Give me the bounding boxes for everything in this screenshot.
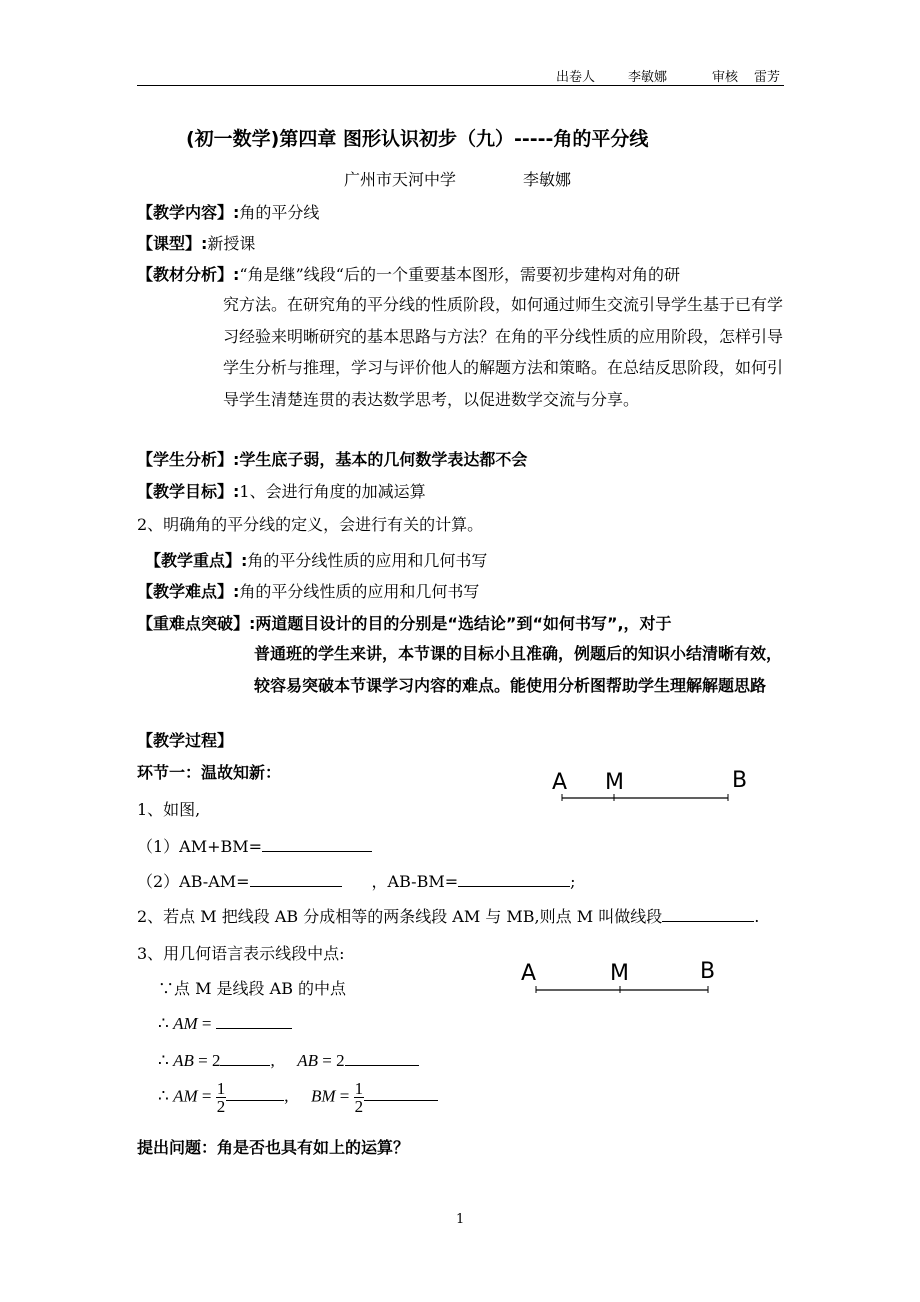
comma-2: , xyxy=(284,1086,289,1106)
header-author: 李敏娜 xyxy=(628,70,668,85)
focus-row xyxy=(145,548,487,571)
question-2-text: 2、若点 M 把线段 AB 分成相等的两条线段 AM 与 MB,则点 M 叫做线段 xyxy=(137,907,663,926)
figure1-label-b: B xyxy=(732,768,748,793)
blank-ab-2a[interactable] xyxy=(220,1049,270,1066)
blank-am-half[interactable] xyxy=(226,1084,284,1101)
question-1: 1、如图, xyxy=(137,800,201,819)
page-title: (初一数学)第四章 图形认识初步（九）-----角的平分线 xyxy=(186,128,649,150)
lesson-type-row xyxy=(137,231,255,254)
page-number: 1 xyxy=(456,1212,465,1227)
goal-item-2: 2、明确角的平分线的定义，会进行有关的计算。 xyxy=(137,515,484,534)
question-1a xyxy=(137,834,372,857)
blank-ab-minus-am[interactable] xyxy=(250,870,342,887)
header-reviewer-label: 审核 xyxy=(712,70,739,85)
process-label: 【教学过程】 xyxy=(137,731,234,750)
header-reviewer: 雷芳 xyxy=(754,70,781,85)
var-am-2: AM xyxy=(173,1086,198,1106)
var-am-1: AM xyxy=(173,1014,198,1033)
therefore-symbol-2: ∴ xyxy=(158,1051,169,1070)
question-3: 3、用几何语言表示线段中点: xyxy=(137,944,345,963)
question-1b xyxy=(137,869,576,892)
because-line: ∵点 M 是线段 AB 的中点 xyxy=(158,979,347,998)
content-label: 【教学内容】: xyxy=(137,203,240,222)
blank-ab-2b[interactable] xyxy=(345,1049,419,1066)
textbook-paragraph: 究方法。在研究角的平分线的性质阶段，如何通过师生交流引导学生基于已有学习经验来明晰研究的基本思路与方法？在角的平分线性质的应用阶段，怎样引导学生分析与推理，学习与评价他人的解题方法和策略。在总结反思阶段，如何引导学生清楚连贯的表达数学思考，以促进数学交流与分享。 xyxy=(223,295,784,409)
figure1-label-a: A xyxy=(552,770,568,795)
fraction-half-1 xyxy=(216,1080,227,1115)
fraction-1-numerator: 1 xyxy=(216,1079,226,1098)
textbook-first-line: “角是继”线段“后的一个重要基本图形，需要初步建构对角的研 xyxy=(239,265,680,284)
blank-bm-half[interactable] xyxy=(364,1084,438,1101)
breakthrough-label: 【重难点突破】: xyxy=(137,614,256,633)
breakthrough-first-line: 两道题目设计的目的分别是“选结论”到“如何书写”,，对于 xyxy=(255,614,672,633)
eq-4: = xyxy=(201,1086,212,1106)
section1-title: 环节一：温故知新： xyxy=(137,763,282,782)
fraction-half-2 xyxy=(354,1080,365,1115)
raise-question: 提出问题：角是否也具有如上的运算？ xyxy=(137,1138,410,1157)
figure2-label-m: M xyxy=(610,961,629,986)
eq-2: = xyxy=(198,1051,208,1070)
focus-value: 角的平分线性质的应用和几何书写 xyxy=(247,551,488,570)
lesson-type-value: 新授课 xyxy=(207,234,256,253)
figure2-label-b: B xyxy=(700,959,716,984)
focus-label: 【教学重点】: xyxy=(145,551,248,570)
content-row xyxy=(137,200,319,223)
goal-item-1: 1、会进行角度的加减运算 xyxy=(239,482,426,501)
difficulty-value: 角的平分线性质的应用和几何书写 xyxy=(239,582,480,601)
school-name: 广州市天河中学 xyxy=(344,170,457,189)
coef-2a: 2 xyxy=(211,1051,221,1070)
question-2-end: . xyxy=(754,907,760,926)
textbook-row xyxy=(137,262,680,285)
students-label: 【学生分析】: xyxy=(137,450,240,469)
teacher-name: 李敏娜 xyxy=(523,170,572,189)
therefore-line-1 xyxy=(158,1012,292,1034)
therefore-line-2 xyxy=(158,1049,419,1071)
header-author-label: 出卷人 xyxy=(556,70,596,85)
difficulty-label: 【教学难点】: xyxy=(137,582,240,601)
eq-1: = xyxy=(201,1014,212,1033)
coef-2b: 2 xyxy=(336,1051,345,1070)
blank-ab-minus-bm[interactable] xyxy=(458,870,570,887)
goals-row xyxy=(137,479,426,502)
comma-1: , xyxy=(270,1051,275,1070)
segment-figure-1 xyxy=(550,760,760,805)
question-2 xyxy=(137,904,759,927)
therefore-line-3 xyxy=(158,1080,438,1115)
figure2-label-a: A xyxy=(521,961,537,986)
var-ab-2: AB xyxy=(297,1051,318,1070)
question-1b-end: ; xyxy=(570,872,576,891)
question-1a-text: （1）AM+BM= xyxy=(137,837,263,856)
students-value: 学生底子弱，基本的几何数学表达都不会 xyxy=(239,450,528,469)
blank-am[interactable] xyxy=(216,1012,292,1029)
var-ab-1: AB xyxy=(173,1051,194,1070)
therefore-symbol-3: ∴ xyxy=(158,1086,169,1106)
difficulty-row xyxy=(137,579,479,602)
eq-3: = xyxy=(322,1051,332,1070)
segment-figure-2 xyxy=(518,950,723,1000)
fraction-2-denominator: 2 xyxy=(354,1097,364,1116)
var-bm: BM xyxy=(310,1086,336,1106)
students-row xyxy=(137,447,527,470)
textbook-label: 【教材分析】: xyxy=(137,265,240,284)
breakthrough-paragraph: 普通班的学生来讲，本节课的目标小且准确，例题后的知识小结清晰有效，较容易突破本节课学习内容的难点。能使用分析图帮助学生理解解题思路 xyxy=(254,644,783,695)
fraction-1-denominator: 2 xyxy=(216,1097,226,1116)
question-1b-text: （2）AB-AM= xyxy=(137,872,250,891)
therefore-symbol-1: ∴ xyxy=(158,1014,169,1033)
goals-label: 【教学目标】: xyxy=(137,482,240,501)
blank-am-plus-bm[interactable] xyxy=(262,835,372,852)
content-value: 角的平分线 xyxy=(239,203,320,222)
header-divider xyxy=(137,85,784,86)
question-1b-text-2: ，AB-BM= xyxy=(371,872,459,891)
lesson-type-label: 【课型】: xyxy=(137,234,208,253)
figure1-label-m: M xyxy=(605,770,624,795)
eq-5: = xyxy=(339,1086,350,1106)
blank-midpoint[interactable] xyxy=(662,905,754,922)
fraction-2-numerator: 1 xyxy=(354,1079,364,1098)
breakthrough-row xyxy=(137,611,672,634)
